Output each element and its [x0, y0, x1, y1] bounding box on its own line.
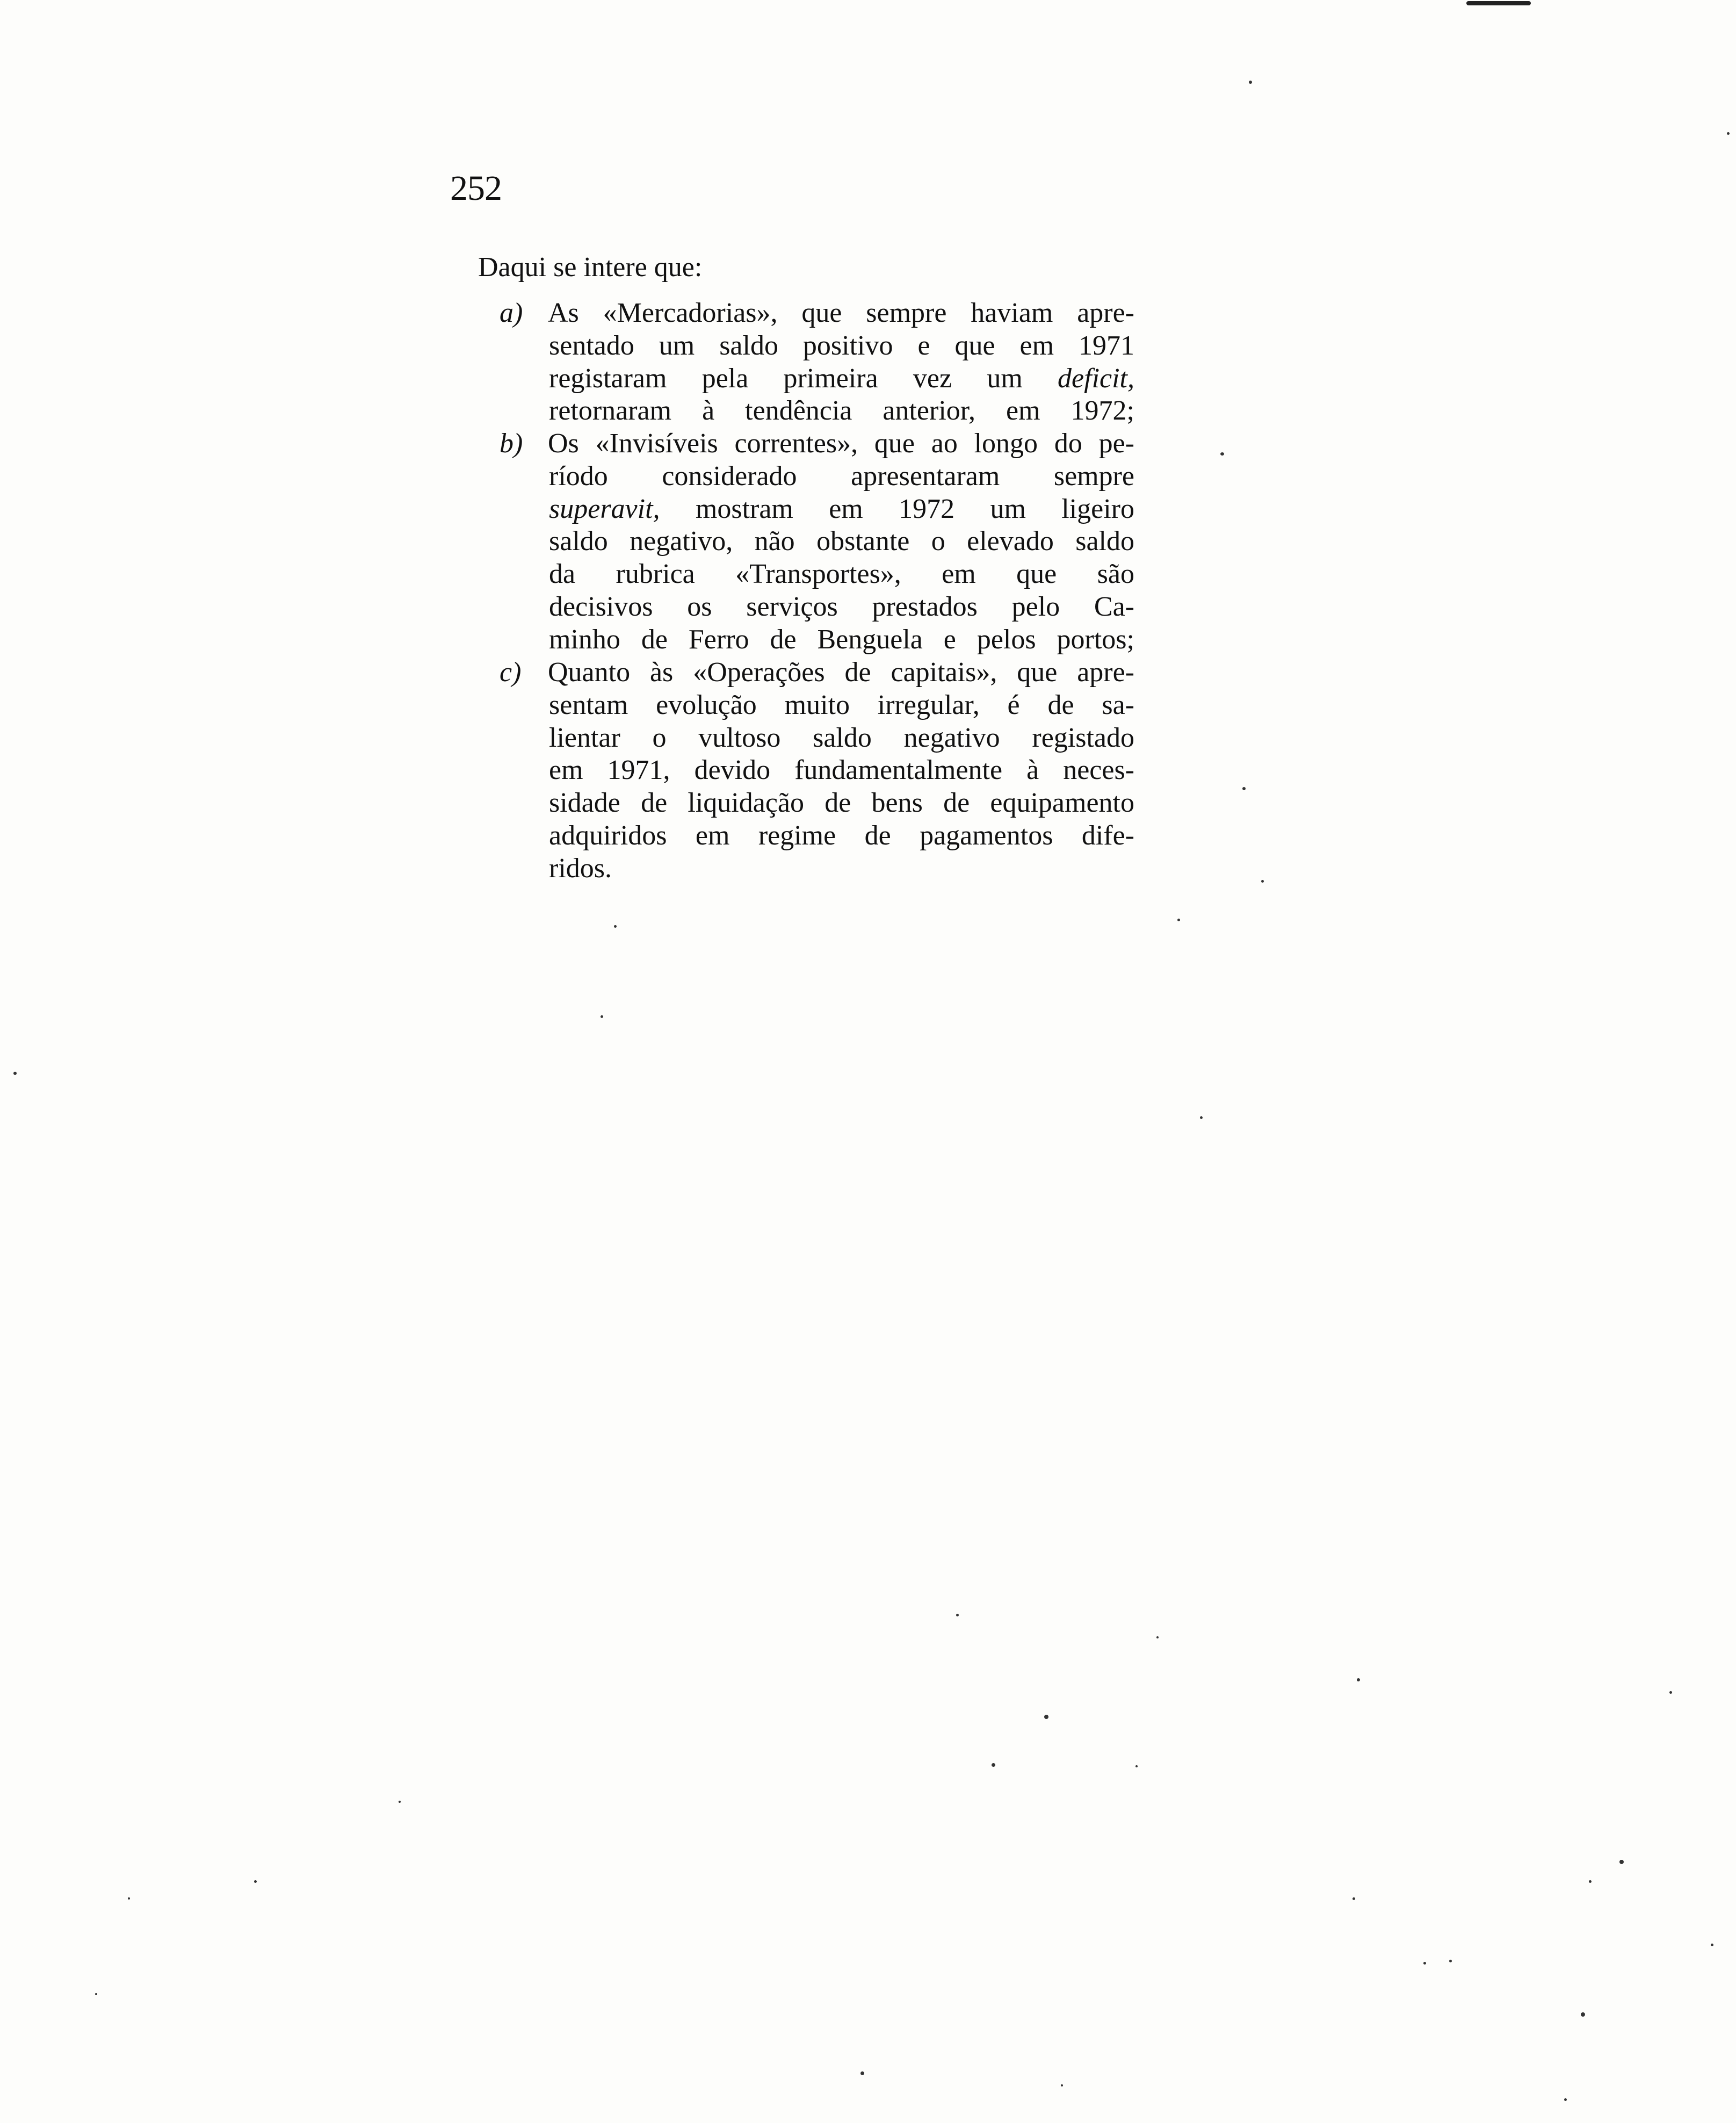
- scan-artifact: [128, 1897, 130, 1900]
- list-item-line: saldo negativo, não obstante o elevado saldo: [549, 526, 1134, 557]
- scan-artifact: [1177, 919, 1180, 921]
- scan-artifact: [1249, 81, 1252, 84]
- list-item-line: Quanto às «Operações de capitais», que apre-: [548, 657, 1134, 688]
- scan-artifact: [860, 2071, 864, 2075]
- list-item-c: [500, 656, 1171, 885]
- scan-artifact: [1564, 2098, 1567, 2101]
- list-item-letter: b): [500, 428, 523, 459]
- scan-artifact: [1711, 1944, 1713, 1946]
- scan-artifact: [956, 1614, 959, 1616]
- scan-artifact: [1449, 1960, 1452, 1962]
- scan-artifact: [399, 1801, 401, 1803]
- scan-artifact: [1200, 1116, 1203, 1119]
- list-item-line: As «Mercadorias», que sempre haviam apre-: [548, 298, 1134, 328]
- list-item-line: ríodo considerado apresentaram sempre: [549, 460, 1134, 492]
- page-number: 252: [450, 169, 502, 208]
- list-item-line: sentam evolução muito irregular, é de sa-: [549, 689, 1134, 720]
- scan-artifact: [1669, 1691, 1672, 1694]
- list-item-line: sidade de liquidação de bens de equipamento: [549, 788, 1134, 819]
- scan-artifact: [992, 1763, 995, 1767]
- scan-artifact: [1156, 1636, 1159, 1638]
- scan-artifact: [1357, 1678, 1360, 1681]
- scan-artifact: [254, 1880, 257, 1883]
- list-item-line: lientar o vultoso saldo negativo registado: [549, 722, 1134, 753]
- intro-sentence: Daqui se intere que:: [478, 252, 703, 283]
- list-item-line: retornaram à tendência anterior, em 1972;: [549, 395, 1134, 427]
- scan-artifact: [1423, 1962, 1426, 1965]
- list-item-line: Os «Invisíveis correntes», que ao longo do pe-: [548, 428, 1134, 459]
- scan-artifact: [1581, 2012, 1585, 2017]
- list-item-line: decisivos os serviços prestados pelo Ca-: [549, 591, 1134, 622]
- list-item-b: [500, 428, 1171, 656]
- list-item-letter: c): [500, 657, 522, 688]
- scan-artifact: [1589, 1880, 1592, 1883]
- list-item-line: da rubrica «Transportes», em que são: [549, 559, 1134, 590]
- list-item-line: registaram pela primeira vez um deficit,: [549, 363, 1134, 394]
- scan-artifact: [1135, 1765, 1138, 1767]
- list-item-a: [500, 297, 1171, 428]
- italic-term: superavit,: [549, 493, 660, 524]
- scan-artifact: [95, 1993, 97, 1995]
- scan-artifact: [13, 1072, 17, 1075]
- scan-artifact: [1466, 1, 1531, 5]
- list-item-line: superavit, mostram em 1972 um ligeiro: [549, 493, 1134, 524]
- list-item-line: adquiridos em regime de pagamentos dife-: [549, 820, 1134, 851]
- scan-artifact: [1220, 452, 1224, 456]
- list-item-line: ridos.: [549, 853, 612, 884]
- scan-artifact: [601, 1015, 603, 1018]
- list-item-line: sentado um saldo positivo e que em 1971: [549, 330, 1134, 361]
- scan-artifact: [1242, 787, 1246, 790]
- scan-artifact: [614, 925, 617, 928]
- scan-artifact: [1261, 880, 1264, 883]
- scan-artifact: [1061, 2084, 1063, 2086]
- list-item-line: minho de Ferro de Benguela e pelos portos;: [549, 624, 1134, 655]
- list-item-letter: a): [500, 298, 523, 328]
- scan-artifact: [1044, 1715, 1048, 1719]
- scan-artifact: [1727, 132, 1730, 135]
- scan-artifact: [1619, 1860, 1624, 1864]
- scan-artifact: [1352, 1897, 1355, 1900]
- list-item-line: em 1971, devido fundamentalmente à neces-: [549, 755, 1134, 786]
- italic-term: deficit,: [1058, 363, 1134, 394]
